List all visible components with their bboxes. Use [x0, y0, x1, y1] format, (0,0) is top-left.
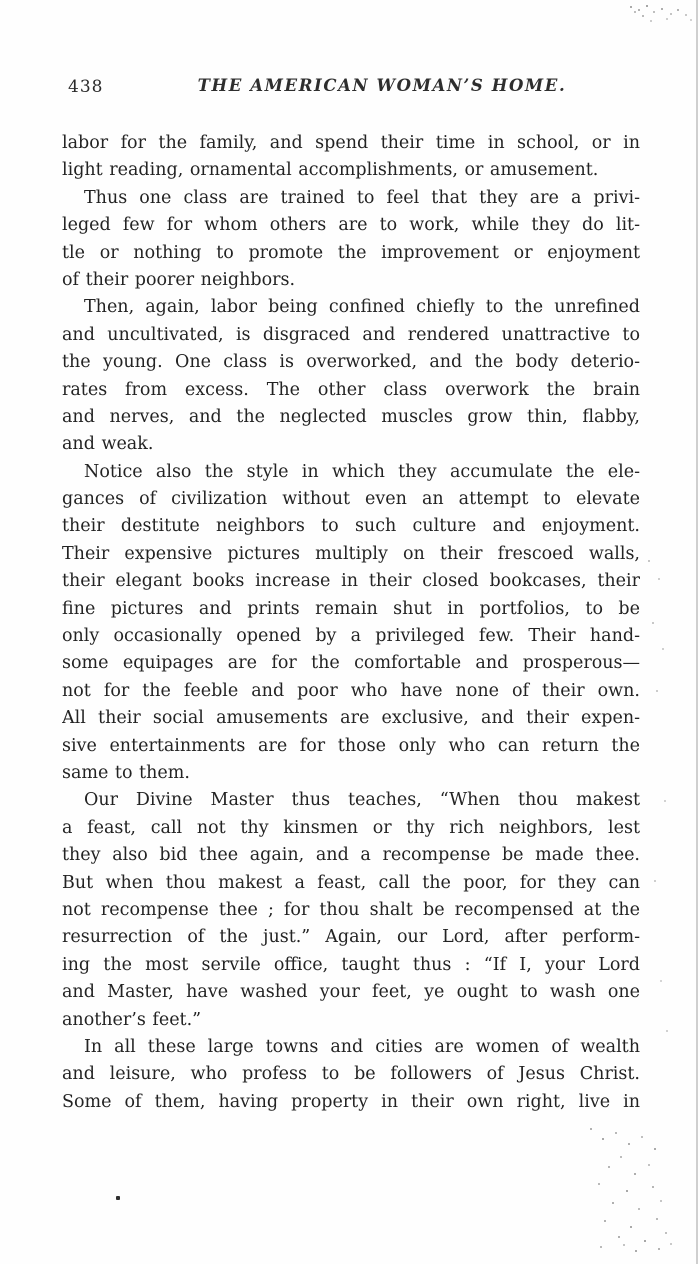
- text-line: another’s feet.”: [62, 1009, 202, 1030]
- paragraph: [62, 459, 640, 788]
- text-line: fine pictures and prints remain shut in portfolios, to be: [62, 598, 640, 619]
- page-content: [62, 76, 640, 1116]
- text-line: labor for the family, and spend their time in school, or in: [62, 133, 640, 153]
- text-line: All their social amusements are exclusive, and their expen-: [62, 708, 640, 729]
- text-line: not for the feeble and poor who have none of their own.: [62, 680, 640, 701]
- text-line: gances of civilization without even an attempt to elevate: [62, 489, 640, 510]
- page-header: [62, 76, 640, 102]
- text-line: light reading, ornamental accomplishments, or amusement.: [62, 160, 599, 181]
- paragraph: [62, 294, 640, 458]
- page-edge-line: [696, 0, 698, 1264]
- text-line: leged few for whom others are to work, while they do lit-: [62, 215, 640, 236]
- text-line: not recompense thee ; for thou shalt be recompensed at the: [62, 899, 640, 920]
- text-line: and Master, have washed your feet, ye ought to wash one: [62, 982, 640, 1003]
- text-line: ing the most servile office, taught thus : “If I, your Lord: [62, 954, 640, 975]
- text-line: In all these large towns and cities are women of wealth: [84, 1036, 640, 1057]
- text-line: they also bid thee again, and a recompense be made thee.: [62, 845, 640, 866]
- text-line: a feast, call not thy kinsmen or thy rich neighbors, lest: [62, 817, 640, 838]
- text-line: tle or nothing to promote the improvement or enjoyment: [62, 242, 640, 263]
- paragraph: [62, 185, 640, 295]
- text-line: Notice also the style in which they accumulate the ele-: [84, 461, 640, 482]
- paragraph: [62, 130, 640, 185]
- text-line: and leisure, who profess to be followers of Jesus Christ.: [62, 1064, 640, 1085]
- text-line: resurrection of the just.” Again, our Lord, after perform-: [62, 927, 640, 948]
- scan-noise-right-margin: [648, 560, 650, 562]
- text-line: same to them.: [62, 762, 190, 783]
- text-line: their elegant books increase in their closed bookcases, their: [62, 571, 640, 592]
- running-title: THE AMERICAN WOMAN’S HOME.: [197, 76, 567, 95]
- paragraph: [62, 787, 640, 1034]
- text-line: Our Divine Master thus teaches, “When thou makest: [84, 790, 640, 811]
- text-line: Their expensive pictures multiply on their frescoed walls,: [62, 543, 640, 564]
- text-line: some equipages are for the comfortable and prosperous—: [62, 653, 640, 674]
- text-line: Thus one class are trained to feel that they are a privi-: [84, 187, 640, 208]
- page-number: 438: [68, 77, 104, 97]
- text-line: of their poorer neighbors.: [62, 269, 296, 290]
- ink-dot: [116, 1196, 120, 1200]
- page-text: [62, 130, 640, 1116]
- text-line: But when thou makest a feast, call the poor, for they can: [62, 872, 640, 893]
- text-line: Some of them, having property in their own right, live in: [62, 1091, 640, 1112]
- text-line: sive entertainments are for those only who can return the: [62, 735, 640, 756]
- scan-noise-top-right: [630, 6, 632, 8]
- text-line: rates from excess. The other class overwork the brain: [62, 379, 640, 400]
- text-line: and weak.: [62, 434, 154, 455]
- text-line: the young. One class is overworked, and the body deterio-: [62, 352, 640, 373]
- text-line: Then, again, labor being confined chiefly to the unrefined: [84, 297, 640, 318]
- text-line: and nerves, and the neglected muscles grow thin, flabby,: [62, 406, 640, 427]
- text-line: their destitute neighbors to such culture and enjoyment.: [62, 516, 640, 537]
- text-line: only occasionally opened by a privileged few. Their hand-: [62, 626, 640, 647]
- scan-noise-bottom-right: [590, 1128, 592, 1130]
- paragraph: [62, 1034, 640, 1116]
- text-line: and uncultivated, is disgraced and rendered unattractive to: [62, 324, 640, 345]
